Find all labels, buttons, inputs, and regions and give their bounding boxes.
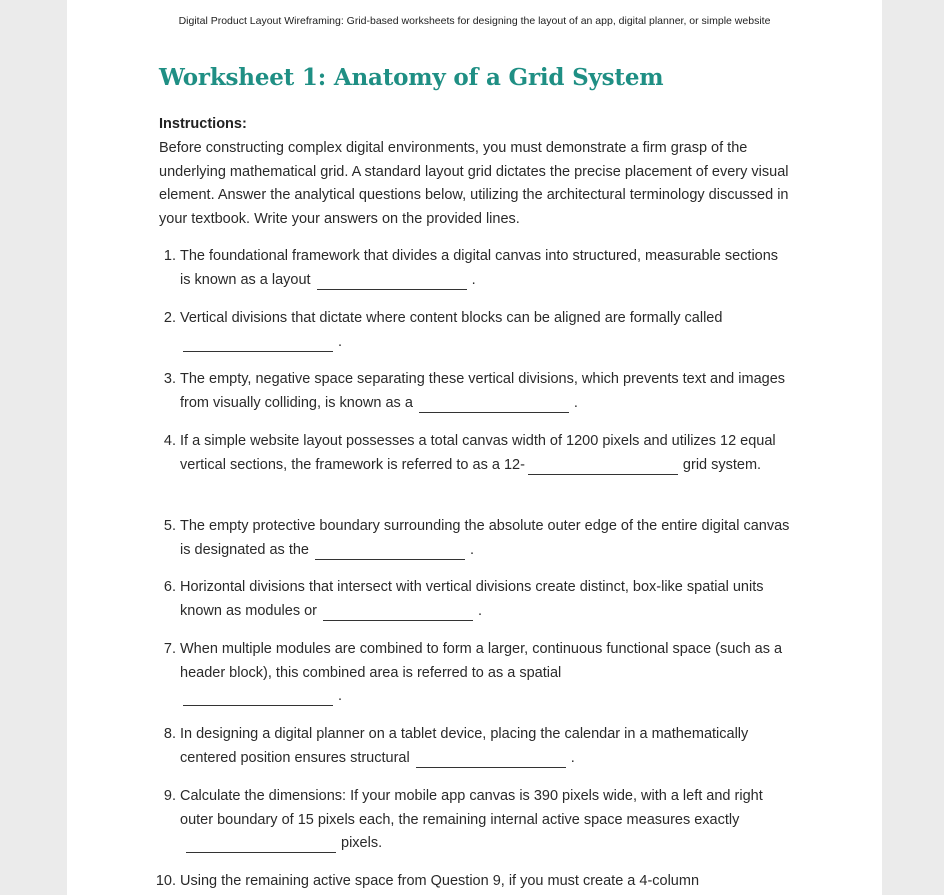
worksheet-page [67,0,882,895]
question-number: 1. [163,248,176,264]
question-number: 9. [163,788,176,804]
question-10 [155,870,792,894]
question-text: The empty, negative space separating these vertical divisions, which prevents text and images from visually colliding, is known as a [180,371,786,411]
question-number: 6. [163,579,176,595]
question-number: 5. [163,518,176,534]
answer-blank-1[interactable] [317,273,467,290]
question-text-end: . [469,541,475,558]
question-number: 3. [163,371,176,387]
answer-blank-3[interactable] [419,396,569,413]
question-5 [163,515,792,562]
answer-blank-7[interactable] [183,689,333,706]
question-text-end: . [338,688,343,704]
question-text-end: . [471,271,476,288]
question-text-end: pixels. [341,835,383,851]
question-text-end: grid system. [682,456,762,473]
answer-blank-6[interactable] [323,604,473,621]
question-number: 7. [163,641,176,657]
question-text: When multiple modules are combined to form a larger, continuous functional space (such as a header block), this combined area is referred to as a spatial [180,641,783,681]
question-7 [163,638,792,709]
worksheet-title: Worksheet 1: Anatomy of a Grid System [159,64,664,91]
question-text-end: . [338,333,343,350]
question-text: Using the remaining active space from Question 9, if you must create a 4-column [180,873,700,889]
answer-blank-4[interactable] [528,458,678,475]
question-text: The foundational framework that divides a digital canvas into structured, measurable sections is known as a layout [180,248,779,288]
question-4 [163,430,792,477]
question-text-end: . [570,749,575,766]
answer-blank-9[interactable] [186,836,336,853]
question-1 [163,245,792,292]
answer-blank-2[interactable] [183,335,333,352]
question-text: Calculate the dimensions: If your mobile app canvas is 390 pixels wide, with a left and right outer boundary of 15 pixels each, the remaining internal active space measures exactly [180,788,763,828]
question-text: The empty protective boundary surrounding the absolute outer edge of the entire digital canvas is designated as the [180,518,790,558]
question-text: Horizontal divisions that intersect with vertical divisions create distinct, box-like spatial units known as modules or [180,579,764,619]
question-text: In designing a digital planner on a tablet device, placing the calendar in a mathematically centered position ensures structural [180,726,749,766]
answer-blank-5[interactable] [315,543,465,560]
question-3 [163,368,792,415]
question-number: 8. [163,726,176,742]
question-number: 4. [163,433,176,449]
question-text-end: . [478,602,483,619]
question-9 [163,785,792,856]
running-header: Digital Product Layout Wireframing: Grid-based worksheets for designing the layout of an app, digital planner, or simple website [178,15,771,27]
question-text: Vertical divisions that dictate where content blocks can be aligned are formally called [180,310,723,326]
question-text: If a simple website layout possesses a total canvas width of 1200 pixels and utilizes 12 equal vertical sections, the framework is referred to as a 12- [180,433,776,473]
question-2 [163,307,792,354]
question-number: 10. [155,873,176,889]
instructions-label: Instructions: [159,116,247,132]
question-8 [163,723,792,770]
question-6 [163,576,792,623]
answer-blank-8[interactable] [416,751,566,768]
question-number: 2. [163,310,176,326]
instructions-text: Before constructing complex digital environments, you must demonstrate a firm grasp of the underlying mathematical grid. A standard layout grid dictates the precise placement of every visual element. Answer the analytical questions below, utilizing the architectural terminology discussed in your textbook. Write your answers on the provided lines. [159,140,789,227]
question-text-end: . [573,394,578,411]
